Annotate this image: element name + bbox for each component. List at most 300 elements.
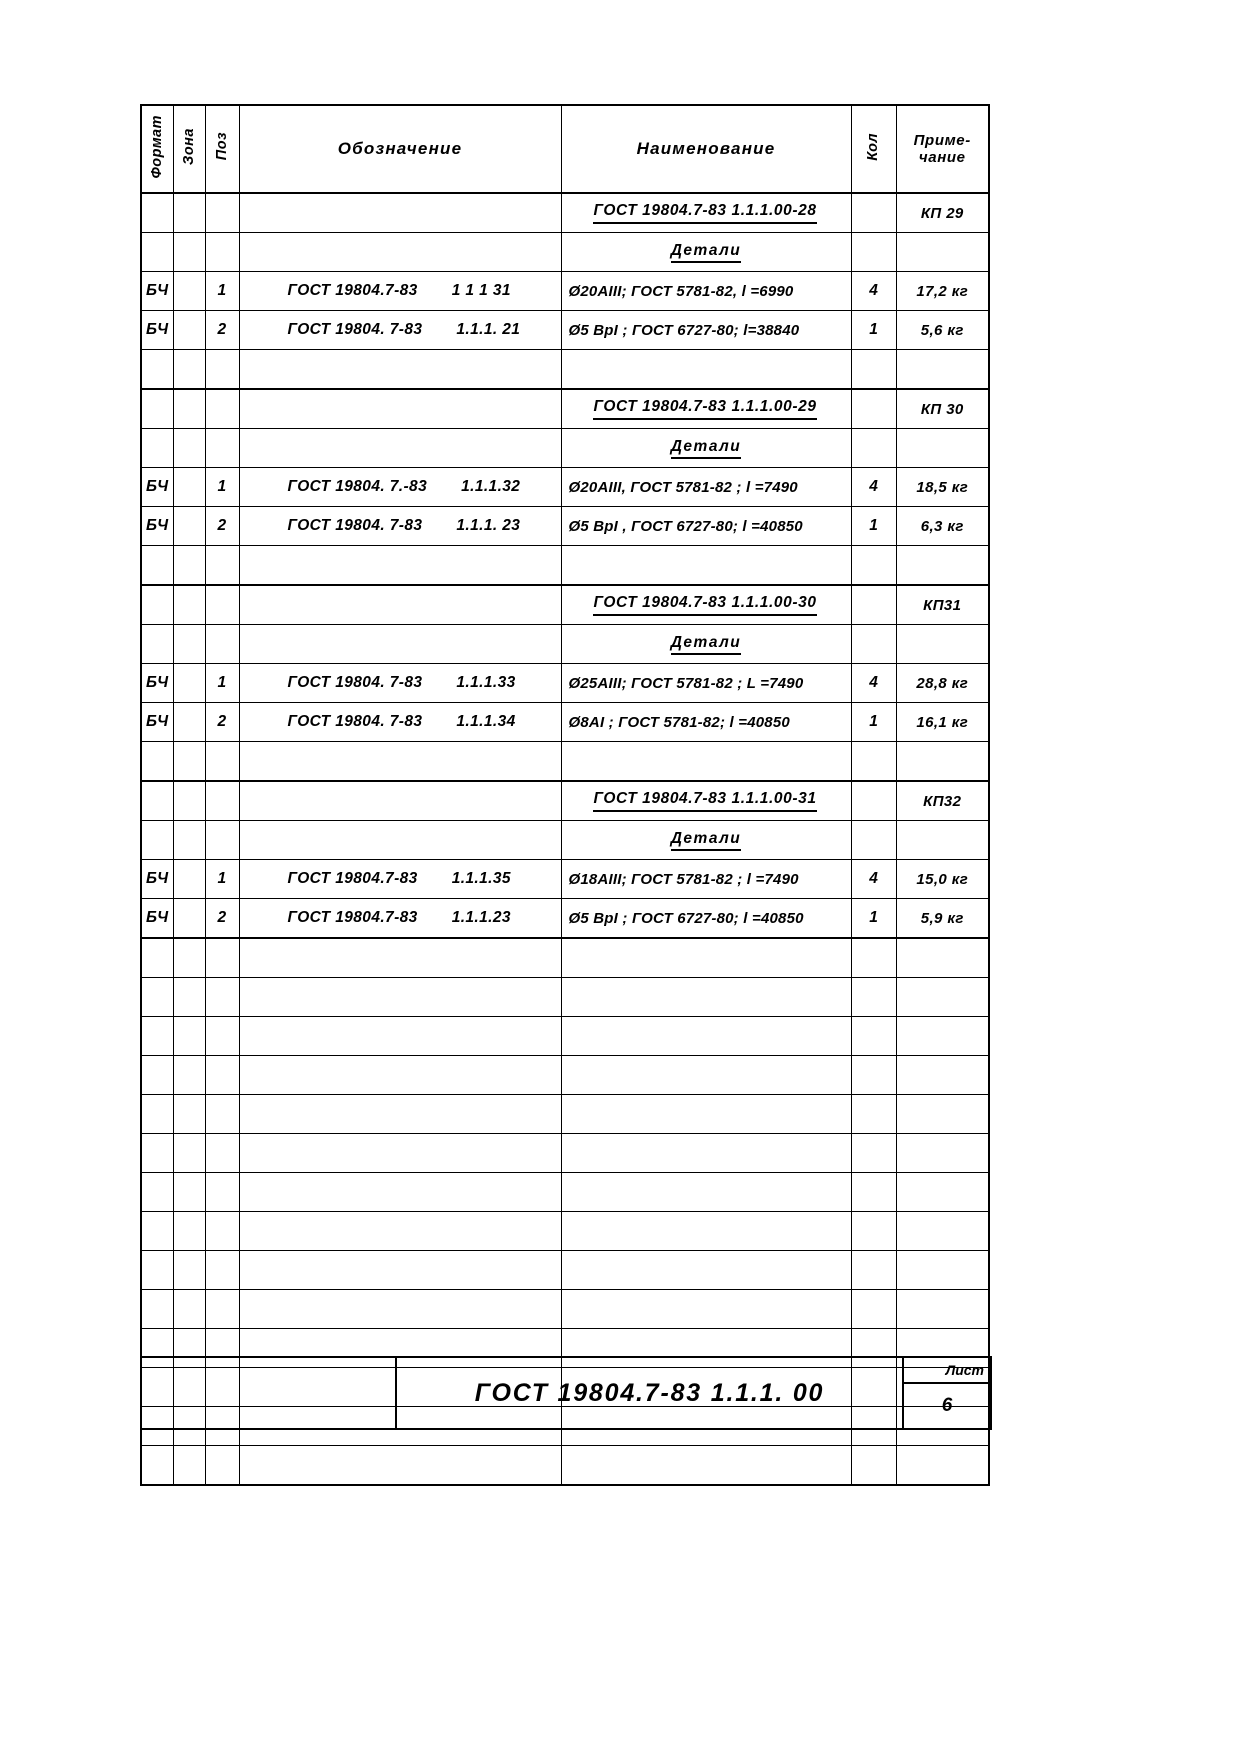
value-position: 1 — [217, 478, 227, 496]
cell-format — [141, 1095, 173, 1134]
group-title-row — [141, 193, 989, 233]
cell-quantity — [851, 1446, 896, 1486]
cell-name — [561, 389, 851, 429]
header-cell-zone — [173, 105, 205, 193]
cell-position — [205, 233, 239, 272]
sheet-designation: ГОСТ 19804.7-83 1.1.1. 00 — [474, 1378, 825, 1407]
value-quantity: 4 — [869, 870, 878, 887]
value-designation — [240, 517, 561, 535]
cell-designation — [239, 742, 561, 782]
table-row — [141, 664, 989, 703]
header-label-position: Поз — [213, 132, 230, 161]
value-name: Ø20АIII; ГОСТ 5781-82, l =6990 — [568, 282, 794, 300]
value-designation-index: 1.1.1.33 — [456, 674, 516, 691]
cell-name — [561, 1017, 851, 1056]
cell-position — [205, 429, 239, 468]
empty-row — [141, 1446, 989, 1486]
value-designation — [240, 674, 561, 692]
cell-position — [205, 1017, 239, 1056]
cell-position — [205, 350, 239, 390]
value-format: БЧ — [145, 321, 169, 339]
cell-position — [205, 1212, 239, 1251]
cell-quantity — [851, 1251, 896, 1290]
cell-format — [141, 429, 173, 468]
cell-position — [205, 272, 239, 311]
value-designation-index: 1 1 1 31 — [451, 282, 511, 299]
cell-quantity — [851, 507, 896, 546]
cell-position — [205, 193, 239, 233]
value-designation — [240, 713, 561, 731]
header-label-quantity: Кол — [865, 132, 882, 161]
value-position: 1 — [217, 282, 227, 300]
cell-quantity — [851, 1056, 896, 1095]
cell-zone — [173, 860, 205, 899]
cell-zone — [173, 938, 205, 978]
cell-designation — [239, 389, 561, 429]
cell-position — [205, 389, 239, 429]
cell-designation — [239, 429, 561, 468]
cell-note — [896, 193, 989, 233]
cell-designation — [239, 193, 561, 233]
cell-quantity — [851, 664, 896, 703]
cell-designation — [239, 899, 561, 939]
cell-format — [141, 468, 173, 507]
value-note: 18,5 кг — [916, 478, 969, 496]
cell-designation — [239, 1212, 561, 1251]
value-designation-gost: ГОСТ 19804. 7-83 — [287, 321, 423, 338]
group-title: ГОСТ 19804.7-83 1.1.1.00-28 — [593, 202, 816, 224]
group-note: КП31 — [923, 596, 962, 614]
cell-name — [561, 1134, 851, 1173]
cell-note — [896, 781, 989, 821]
cell-quantity — [851, 546, 896, 586]
cell-zone — [173, 625, 205, 664]
cell-note — [896, 1290, 989, 1329]
value-position: 1 — [217, 870, 227, 888]
cell-quantity — [851, 821, 896, 860]
cell-position — [205, 781, 239, 821]
cell-designation — [239, 1446, 561, 1486]
cell-name — [561, 468, 851, 507]
spacer-row — [141, 350, 989, 390]
cell-quantity — [851, 468, 896, 507]
cell-note — [896, 860, 989, 899]
value-format: БЧ — [145, 713, 169, 731]
cell-format — [141, 703, 173, 742]
cell-zone — [173, 1212, 205, 1251]
cell-quantity — [851, 311, 896, 350]
cell-designation — [239, 781, 561, 821]
value-designation-index: 1.1.1.34 — [456, 713, 516, 730]
cell-designation — [239, 1095, 561, 1134]
value-note: 16,1 кг — [916, 713, 969, 731]
group-title-row — [141, 781, 989, 821]
value-quantity: 4 — [869, 282, 878, 299]
cell-note — [896, 468, 989, 507]
group-subheading-row — [141, 625, 989, 664]
value-position: 2 — [217, 909, 227, 927]
value-format: БЧ — [145, 674, 169, 692]
cell-designation — [239, 468, 561, 507]
cell-zone — [173, 272, 205, 311]
empty-row — [141, 938, 989, 978]
value-designation — [240, 321, 561, 339]
value-name: Ø18АIII; ГОСТ 5781-82 ; l =7490 — [568, 870, 799, 888]
cell-quantity — [851, 429, 896, 468]
group-note: КП32 — [923, 792, 962, 810]
header-cell-name — [561, 105, 851, 193]
value-position: 2 — [217, 321, 227, 339]
cell-format — [141, 625, 173, 664]
cell-zone — [173, 193, 205, 233]
header-label-name: Наименование — [636, 139, 776, 159]
group-subheading-row — [141, 233, 989, 272]
cell-name — [561, 272, 851, 311]
cell-note — [896, 350, 989, 390]
cell-quantity — [851, 1095, 896, 1134]
cell-note — [896, 1251, 989, 1290]
value-format: БЧ — [145, 478, 169, 496]
cell-note — [896, 1446, 989, 1486]
cell-zone — [173, 1446, 205, 1486]
cell-zone — [173, 1017, 205, 1056]
subheading-detali: Детали — [671, 830, 742, 851]
specification-table — [140, 104, 990, 1486]
spacer-row — [141, 742, 989, 782]
cell-format — [141, 389, 173, 429]
cell-zone — [173, 233, 205, 272]
cell-zone — [173, 703, 205, 742]
cell-quantity — [851, 193, 896, 233]
cell-zone — [173, 742, 205, 782]
cell-name — [561, 546, 851, 586]
subheading-detali: Детали — [671, 242, 742, 263]
cell-note — [896, 585, 989, 625]
cell-zone — [173, 429, 205, 468]
title-block-sheet-cell — [903, 1357, 991, 1429]
cell-zone — [173, 311, 205, 350]
cell-note — [896, 938, 989, 978]
cell-designation — [239, 978, 561, 1017]
cell-format — [141, 507, 173, 546]
cell-position — [205, 1095, 239, 1134]
cell-note — [896, 899, 989, 939]
value-quantity: 1 — [869, 321, 878, 338]
cell-note — [896, 1134, 989, 1173]
cell-note — [896, 978, 989, 1017]
cell-note — [896, 429, 989, 468]
cell-format — [141, 978, 173, 1017]
cell-zone — [173, 781, 205, 821]
cell-position — [205, 625, 239, 664]
cell-position — [205, 938, 239, 978]
cell-name — [561, 233, 851, 272]
table-row — [141, 860, 989, 899]
table-row — [141, 507, 989, 546]
cell-name — [561, 781, 851, 821]
header-cell-note — [896, 105, 989, 193]
cell-position — [205, 899, 239, 939]
cell-zone — [173, 1134, 205, 1173]
cell-name — [561, 1251, 851, 1290]
cell-designation — [239, 1056, 561, 1095]
empty-row — [141, 1212, 989, 1251]
header-cell-quantity — [851, 105, 896, 193]
value-position: 2 — [217, 517, 227, 535]
value-name: Ø5 ВрI , ГОСТ 6727-80; l =40850 — [568, 517, 803, 535]
cell-position — [205, 311, 239, 350]
group-title-row — [141, 585, 989, 625]
cell-designation — [239, 1017, 561, 1056]
value-quantity: 1 — [869, 517, 878, 534]
cell-zone — [173, 1251, 205, 1290]
cell-designation — [239, 350, 561, 390]
value-designation-index: 1.1.1.35 — [451, 870, 511, 887]
cell-name — [561, 193, 851, 233]
header-label-note-line1: Приме- — [913, 131, 971, 149]
cell-quantity — [851, 1134, 896, 1173]
cell-zone — [173, 507, 205, 546]
value-designation — [240, 282, 561, 300]
value-quantity: 4 — [869, 674, 878, 691]
group-title-row — [141, 389, 989, 429]
cell-position — [205, 1290, 239, 1329]
cell-format — [141, 546, 173, 586]
table-row — [141, 468, 989, 507]
value-format: БЧ — [145, 909, 169, 927]
subheading-detali: Детали — [671, 634, 742, 655]
value-designation-gost: ГОСТ 19804. 7.-83 — [287, 478, 428, 495]
cell-name — [561, 507, 851, 546]
cell-position — [205, 978, 239, 1017]
value-note: 5,6 кг — [920, 321, 964, 339]
value-name: Ø5 ВрI ; ГОСТ 6727-80; l=38840 — [568, 321, 800, 339]
cell-note — [896, 389, 989, 429]
cell-quantity — [851, 938, 896, 978]
cell-designation — [239, 1134, 561, 1173]
cell-designation — [239, 625, 561, 664]
cell-note — [896, 1095, 989, 1134]
cell-note — [896, 742, 989, 782]
cell-note — [896, 507, 989, 546]
cell-name — [561, 703, 851, 742]
cell-format — [141, 350, 173, 390]
cell-position — [205, 1251, 239, 1290]
cell-note — [896, 625, 989, 664]
table-row — [141, 311, 989, 350]
cell-name — [561, 429, 851, 468]
cell-note — [896, 1212, 989, 1251]
value-format: БЧ — [145, 517, 169, 535]
value-note: 6,3 кг — [920, 517, 964, 535]
cell-zone — [173, 1173, 205, 1212]
empty-row — [141, 1290, 989, 1329]
cell-designation — [239, 272, 561, 311]
cell-name — [561, 1446, 851, 1486]
value-designation-index: 1.1.1.23 — [451, 909, 511, 926]
cell-format — [141, 1251, 173, 1290]
cell-name — [561, 311, 851, 350]
cell-quantity — [851, 389, 896, 429]
cell-name — [561, 350, 851, 390]
title-block-left-cell — [141, 1357, 396, 1429]
cell-zone — [173, 899, 205, 939]
cell-format — [141, 860, 173, 899]
value-format: БЧ — [145, 870, 169, 888]
sheet-label: Лист — [904, 1358, 990, 1384]
value-designation — [240, 478, 561, 496]
cell-format — [141, 742, 173, 782]
cell-position — [205, 468, 239, 507]
sheet-number: 6 — [941, 1395, 953, 1416]
cell-note — [896, 1056, 989, 1095]
cell-quantity — [851, 978, 896, 1017]
cell-quantity — [851, 742, 896, 782]
cell-zone — [173, 1095, 205, 1134]
spacer-row — [141, 546, 989, 586]
group-note: КП 29 — [920, 204, 964, 222]
cell-format — [141, 1212, 173, 1251]
value-quantity: 1 — [869, 909, 878, 926]
cell-zone — [173, 468, 205, 507]
cell-designation — [239, 1173, 561, 1212]
value-format: БЧ — [145, 282, 169, 300]
cell-format — [141, 899, 173, 939]
cell-name — [561, 625, 851, 664]
cell-zone — [173, 978, 205, 1017]
header-cell-designation — [239, 105, 561, 193]
value-designation-gost: ГОСТ 19804. 7-83 — [287, 674, 423, 691]
cell-format — [141, 233, 173, 272]
value-designation-index: 1.1.1. 23 — [456, 517, 521, 534]
cell-position — [205, 585, 239, 625]
group-title: ГОСТ 19804.7-83 1.1.1.00-31 — [593, 790, 816, 812]
cell-format — [141, 1134, 173, 1173]
value-quantity: 1 — [869, 713, 878, 730]
cell-designation — [239, 546, 561, 586]
cell-name — [561, 1212, 851, 1251]
empty-row — [141, 978, 989, 1017]
cell-note — [896, 1173, 989, 1212]
group-subheading-row — [141, 821, 989, 860]
value-name: Ø5 ВрI ; ГОСТ 6727-80; l =40850 — [568, 909, 804, 927]
subheading-detali: Детали — [671, 438, 742, 459]
cell-quantity — [851, 1017, 896, 1056]
cell-zone — [173, 1290, 205, 1329]
header-cell-format — [141, 105, 173, 193]
cell-position — [205, 546, 239, 586]
value-quantity: 4 — [869, 478, 878, 495]
title-block-table — [140, 1356, 992, 1430]
cell-name — [561, 664, 851, 703]
cell-position — [205, 860, 239, 899]
value-designation-gost: ГОСТ 19804. 7-83 — [287, 517, 423, 534]
cell-designation — [239, 938, 561, 978]
cell-position — [205, 703, 239, 742]
header-label-note-line2: чание — [918, 149, 966, 166]
cell-name — [561, 1056, 851, 1095]
cell-name — [561, 742, 851, 782]
value-note: 17,2 кг — [916, 282, 969, 300]
empty-row — [141, 1251, 989, 1290]
cell-note — [896, 664, 989, 703]
value-designation-index: 1.1.1. 21 — [456, 321, 521, 338]
cell-format — [141, 1446, 173, 1486]
value-name: Ø25АIII; ГОСТ 5781-82 ; L =7490 — [568, 674, 804, 692]
value-name: Ø8АI ; ГОСТ 5781-82; l =40850 — [568, 713, 790, 731]
cell-note — [896, 703, 989, 742]
cell-designation — [239, 507, 561, 546]
cell-position — [205, 507, 239, 546]
cell-zone — [173, 821, 205, 860]
cell-zone — [173, 1056, 205, 1095]
value-name: Ø20АIII, ГОСТ 5781-82 ; l =7490 — [568, 478, 798, 496]
cell-designation — [239, 664, 561, 703]
table-row — [141, 703, 989, 742]
empty-row — [141, 1017, 989, 1056]
specification-sheet — [140, 104, 988, 1356]
value-designation-gost: ГОСТ 19804.7-83 — [287, 909, 418, 926]
cell-format — [141, 1173, 173, 1212]
cell-zone — [173, 664, 205, 703]
value-position: 2 — [217, 713, 227, 731]
cell-position — [205, 1056, 239, 1095]
cell-zone — [173, 389, 205, 429]
empty-row — [141, 1095, 989, 1134]
header-label-designation: Обозначение — [337, 139, 463, 159]
cell-format — [141, 938, 173, 978]
value-note: 5,9 кг — [920, 909, 964, 927]
cell-note — [896, 311, 989, 350]
cell-format — [141, 781, 173, 821]
cell-note — [896, 233, 989, 272]
cell-zone — [173, 546, 205, 586]
cell-note — [896, 272, 989, 311]
cell-note — [896, 821, 989, 860]
cell-format — [141, 1290, 173, 1329]
cell-position — [205, 742, 239, 782]
header-label-zone: Зона — [180, 128, 197, 165]
cell-designation — [239, 233, 561, 272]
cell-quantity — [851, 781, 896, 821]
cell-quantity — [851, 272, 896, 311]
value-designation — [240, 909, 561, 927]
cell-quantity — [851, 1290, 896, 1329]
cell-name — [561, 978, 851, 1017]
cell-format — [141, 821, 173, 860]
value-note: 28,8 кг — [916, 674, 969, 692]
cell-designation — [239, 703, 561, 742]
cell-name — [561, 938, 851, 978]
header-label-format: Формат — [149, 114, 165, 179]
cell-name — [561, 860, 851, 899]
cell-designation — [239, 860, 561, 899]
cell-position — [205, 664, 239, 703]
empty-row — [141, 1173, 989, 1212]
cell-note — [896, 546, 989, 586]
cell-position — [205, 821, 239, 860]
cell-format — [141, 272, 173, 311]
value-designation-gost: ГОСТ 19804.7-83 — [287, 282, 418, 299]
cell-quantity — [851, 625, 896, 664]
header-cell-position — [205, 105, 239, 193]
value-position: 1 — [217, 674, 227, 692]
cell-name — [561, 1290, 851, 1329]
cell-position — [205, 1446, 239, 1486]
cell-designation — [239, 311, 561, 350]
cell-note — [896, 1017, 989, 1056]
cell-quantity — [851, 1173, 896, 1212]
